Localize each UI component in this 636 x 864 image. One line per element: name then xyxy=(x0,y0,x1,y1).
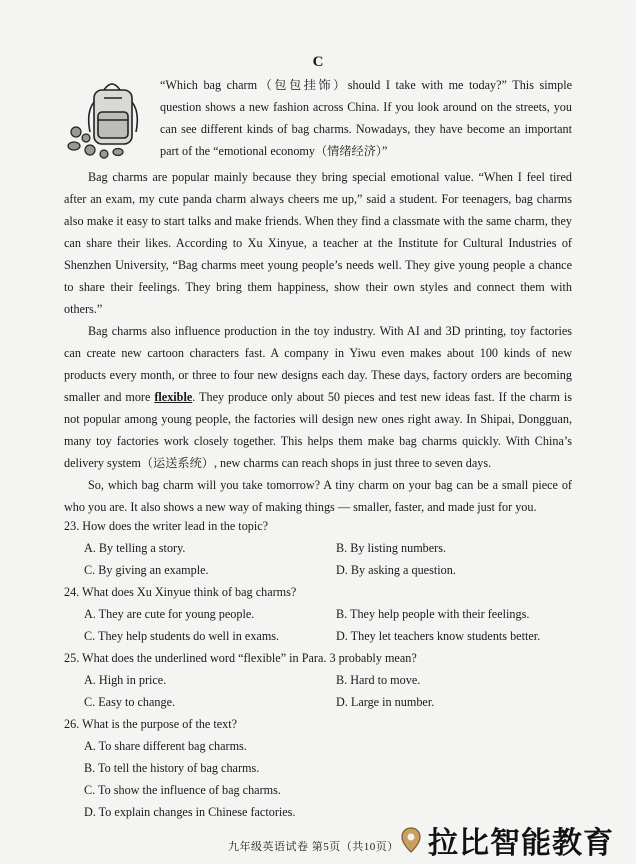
q26-option-c[interactable]: C. To show the influence of bag charms. xyxy=(84,783,281,797)
watermark-text: 拉比智能教育 xyxy=(428,818,614,862)
q23-option-b[interactable]: B. By listing numbers. xyxy=(336,541,447,555)
q23-option-a[interactable]: A. By telling a story. xyxy=(84,541,186,555)
q26-option-a[interactable]: A. To share different bag charms. xyxy=(84,739,247,753)
page-footer: 九年级英语试卷 第5页（共10页） xyxy=(228,841,399,853)
backpack-with-charms-icon xyxy=(64,72,156,162)
q23-option-d[interactable]: D. By asking a question. xyxy=(336,563,456,577)
q26-option-b[interactable]: B. To tell the history of bag charms. xyxy=(84,761,260,775)
q24-option-b[interactable]: B. They help people with their feelings. xyxy=(336,607,530,621)
q24-option-a[interactable]: A. They are cute for young people. xyxy=(84,607,255,621)
q25-option-b[interactable]: B. Hard to move. xyxy=(336,673,421,687)
paragraph-4: So, which bag charm will you take tomorrow? A tiny charm on your bag can be a small piece of who you are. It also shows a new way of making things — smaller, faster, and made just for you. xyxy=(64,478,572,514)
question-25: 25. What does the underlined word “flexible” in Para. 3 probably mean? xyxy=(64,651,417,665)
paragraph-3-text-b: . They produce only about 50 pieces and test new ideas fast. If the charm is not popular among young people, the factories will design new ones right away. In Shipai, Dongguan, many toy factories work closely together. This helps them make bag charms quickly. With China’s delivery system（运送系统）, new charms can reach shops in just three to seven days. xyxy=(64,390,572,470)
paragraph-3 xyxy=(64,320,572,474)
paragraph-3-text-a: Bag charms also influence production in the toy industry. With AI and 3D printing, toy factories can create new cartoon characters fast. A company in Yiwu even makes about 100 kinds of new products every month, or three to four new designs each day. These days, factory orders are becoming smaller and more xyxy=(64,324,572,404)
question-23: 23. How does the writer lead in the topic? xyxy=(64,519,269,533)
location-pin-icon xyxy=(400,826,422,854)
q23-option-c[interactable]: C. By giving an example. xyxy=(84,563,209,577)
q24-option-d[interactable]: D. They let teachers know students better. xyxy=(336,629,541,643)
q25-option-a[interactable]: A. High in price. xyxy=(84,673,167,687)
q24-option-c[interactable]: C. They help students do well in exams. xyxy=(84,629,280,643)
q25-option-c[interactable]: C. Easy to change. xyxy=(84,695,176,709)
question-24: 24. What does Xu Xinyue think of bag charms? xyxy=(64,585,297,599)
section-title: C xyxy=(312,54,324,70)
question-26: 26. What is the purpose of the text? xyxy=(64,717,238,731)
q25-option-d[interactable]: D. Large in number. xyxy=(336,695,435,709)
q26-option-d[interactable]: D. To explain changes in Chinese factories. xyxy=(84,805,296,819)
watermark xyxy=(400,816,636,864)
paragraph-1: “Which bag charm（包包挂饰）should I take with me today?” This simple question shows a new fashion across China. If you look around on the streets, you can see different kinds of bag charms. Nowadays, they have become an important part of the “emotional economy（情绪经济）” xyxy=(160,78,572,158)
paragraph-2: Bag charms are popular mainly because they bring special emotional value. “When I feel tired after an exam, my cute panda charm always cheers me up,” said a student. For teenagers, bag charms also make it easy to start talks and make friends. When they find a classmate with the same charm, they can share their likes. According to Xu Xinyue, a teacher at the Institute for Cultural Industries of Shenzhen University, “Bag charms meet young people’s needs well. They give young people a chance to share their feelings. They bring them happiness, show their own styles and connect them with others.” xyxy=(64,170,572,316)
underlined-word: flexible xyxy=(154,390,193,404)
